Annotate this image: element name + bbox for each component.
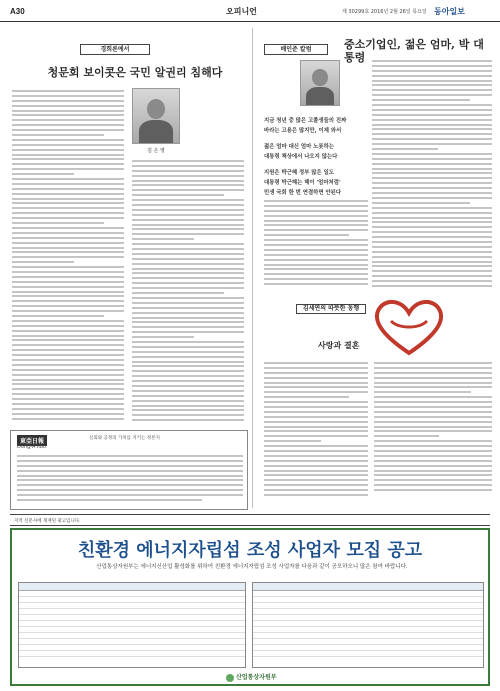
- left-column-body-1: [12, 90, 124, 420]
- right-article-tag: [264, 44, 328, 55]
- section-title: 오피니언: [226, 7, 257, 16]
- notice-bar: 지역 신문사에 게재된 광고입니다.: [10, 514, 490, 526]
- column2-headline: 사랑과 결혼: [318, 340, 360, 350]
- right-article-tag-text: 배인준 칼럼: [280, 46, 312, 53]
- column2-tag: [296, 304, 366, 314]
- ad-sponsor-name: 산업통상자원부: [236, 674, 277, 681]
- masthead: [0, 0, 500, 22]
- column-divider: [252, 28, 253, 508]
- author-name: 김 은 영: [147, 148, 165, 154]
- ad-table-left: [18, 582, 246, 668]
- ad-intro: 산업통상자원부는 에너지신산업 활성화를 위하여 친환경 에너지자립섬 조성 사업자를 다음과 같이 공모하오니 많은 참여 바랍니다.: [96, 564, 408, 570]
- bottom-advertisement[interactable]: [10, 528, 490, 686]
- left-column-tag: [80, 44, 150, 55]
- info-box-details: [17, 455, 243, 507]
- ad-headline: 친환경 에너지자립섬 조성 사업자 모집 공고: [77, 540, 423, 561]
- left-column-headline: 청문회 보이콧은 국민 알권리 침해다: [47, 66, 223, 79]
- info-box-desc: 신뢰와 공정의 가치를 지키는 정론지: [89, 436, 160, 441]
- right-article-body-2: [264, 200, 368, 290]
- newspaper-logo[interactable]: 동아일보: [434, 7, 465, 16]
- issue-date: 제 30299호 2016년 2월 26일 목요일: [342, 9, 427, 15]
- pull-quote-line: 대통령 책상에서 나오지 않는다: [264, 154, 338, 160]
- column2-body-1: [264, 362, 368, 508]
- column2-body-2: [374, 362, 492, 508]
- info-box-title: 東亞日報: [17, 435, 47, 446]
- ad-table-right: [252, 582, 484, 668]
- pull-quote-block: [264, 116, 368, 198]
- left-column-body-2: [132, 160, 244, 422]
- heart-illustration-icon: [369, 295, 449, 357]
- pull-quote-line: 젊은 엄마 대신 엄마 노릇하는: [264, 144, 334, 150]
- pull-quote-line: 민생 국회 한 번 연결하면 안된다: [264, 190, 342, 196]
- masthead-info-box: [10, 430, 248, 510]
- pull-quote-line: 지금 청년 중 많은 고졸생들의 진짜: [264, 118, 347, 124]
- author-photo: [132, 88, 180, 144]
- ad-sponsor: [226, 672, 277, 682]
- right-article-headline: 중소기업인, 젊은 엄마, 박 대통령: [344, 38, 484, 64]
- column2-tag-text: 김세연의 따뜻한 동행: [302, 305, 360, 312]
- page-number: A30: [10, 7, 25, 16]
- columnist-photo: [300, 60, 340, 106]
- pull-quote-line: 지원은 박근혜 정부 많은 일도: [264, 170, 334, 176]
- ministry-emblem-icon: [226, 674, 234, 682]
- info-box-subtitle: Dong-A Ilbo: [17, 444, 47, 450]
- pull-quote-line: 대통령 박근혜는 헤이 '엄마처럼': [264, 180, 341, 186]
- pull-quote-line: 바라는 고용은 많지만, 이제 와서: [264, 128, 342, 134]
- left-column-tag-text: 경희론에서: [100, 46, 130, 53]
- right-article-body-1: [372, 60, 492, 290]
